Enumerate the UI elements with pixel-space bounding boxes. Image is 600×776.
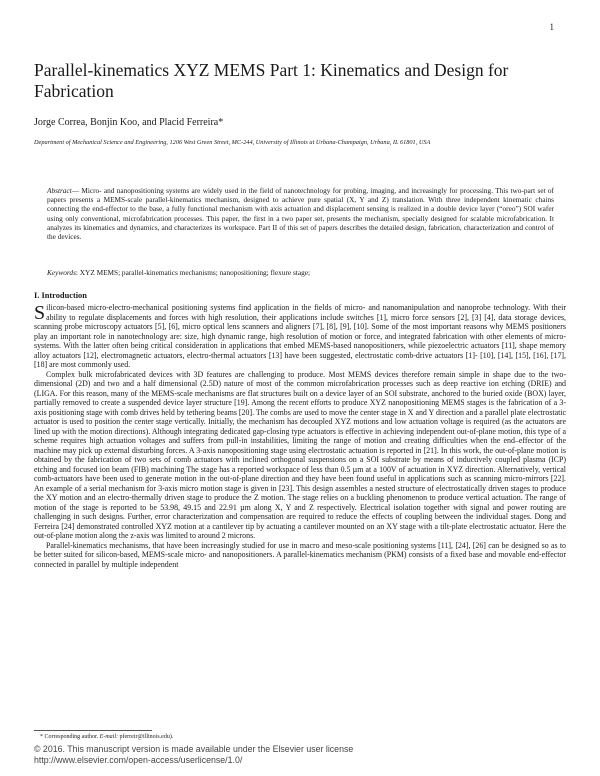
- abstract: [47, 186, 554, 241]
- paragraph-3: Parallel-kinematics mechanisms, that have been increasingly studied for use in macro and meso-scale positioning systems [11], [24], [26] can be designed so as to be better suited for silicon-based, MEMS-scale micro- and nanopositioners. A parallel-kinematics mechanism (PKM) consists of a fixed base and movable end-effector connected in parallel by multiple independent: [34, 540, 566, 569]
- author-list: Jorge Correa, Bonjin Koo, and Placid Ferreira*: [34, 117, 224, 128]
- introduction-body: [34, 303, 566, 569]
- keywords: [47, 268, 554, 277]
- footnote-email: pferreir@illinois.edu).: [118, 734, 174, 740]
- section-heading-introduction: I. Introduction: [34, 291, 87, 300]
- affiliation: Department of Mechanical Science and Engineering, 1206 West Green Street, MC-244, University of Illinois at Urbana-Champaign, Urbana, IL 61801, USA: [34, 139, 431, 146]
- paragraph-2: Complex bulk microfabricated devices with 3D features are challenging to produce. Most MEMS devices therefore remain simple in shape due to the two-dimensional (2D) and two and a half dimensional (2.5D) nature of most of the common microfabrication processes such as deep reactive ion etching (DRIE) and (LIGA. For this reason, many of the MEMS-scale mechanisms are flat structures built on a device layer of an SOI substrate, anchored to the buried oxide (BOX) layer, partially removed to create a suspended device layer structure [19]. Among the recent efforts to produce XYZ nanopositioning MEMS stages is the fabrication of a 3-axis positioning stage with comb drives held by tethering beams [20]. The combs are used to move the center stage in X and Y direction and a parallel plate electrostatic actuator is used to position the center stage vertically. Initially, the mechanism has decoupled XYZ motions and low actuation voltage is required (as the actuators are lined up with the motion directions). Although integrating dedicated gap-closing type actuators is effective in achieving independent out-of-plane motion, this type of a scheme requires high actuation voltages and suffers from pull-in instabilities, limiting the range of motion and creating difficulties when the end–effector of the machine may pick up external disturbing forces. A 3-axis nanopositioning stage using electrostatic actuation is reported in [21]. In this work, the out-of-plane motion is obtained by the fabrication of two sets of comb actuators with inclined orthogonal suspensions on a SOI substrate by means of inductively coupled plasma (ICP) etching and focused ion beam (FIB) machining The stage has a reported workspace of less than 0.5 µm at a 100V of actuation in XYZ direction. Alternatively, vertical comb-actuators have been used to generate motion in the out-of-plane direction and they have been found useful in applications such as scanning micro-mirrors [22]. An example of a serial mechanism for 3-axis micro motion stage is given in [23]. This design assembles a nested structure of electrostatically driven stages to produce the XY motion and an electro-thermally driven stage to produce the Z motion. The stage relies on a buckling phenomenon to produce vertical actuation. The range of motion of the stage is reported to be 53.98, 49.15 and 22.91 µm along X, Y and Z respectively. Electrical isolation together with signal and power routing are challenging in such designs. Further, error characterization and compensation are required to reduce the effects of coupling between the individual stages. Dong and Ferreira [24] demonstrated controlled XYZ motion at a cantilever tip by actuating a cantilever mounted on an XY stage with a tilt-plate electrostatic actuator. Here the out-of-plane motion along the z-axis was limited to around 2 microns.: [34, 369, 566, 540]
- footnote: [40, 734, 173, 740]
- paragraph-1-text: ilicon-based micro-electro-mechanical positioning systems find application in the fields of micro- and nanomanipulation and nanoprobe technology. With their ability to regulate displacements and forces with high resolution, their applications include switches [1], micro force sensors [2], [3] [4], data storage devices, scanning probe microscopy actuators [5], [6], micro optical lens scanners and aligners [7], [8], [9], [10]. Some of the most important reasons why MEMS positioners play an important role in nanotechnology are: size, high dynamic range, high resolution of motion or force, and integrated fabrication with other elements of micro-systems. With the latter often being critical consideration in applications that embed MEMS-based nanopositioners, while piezoelectric actuators [11], shape memory alloy actuators [12], electromagnetic actuators, electro-thermal actuators [13] have been suggested, electrostatic comb-drive actuators [1]- [10], [14], [15], [16], [17], [18] are most commonly used.: [34, 303, 566, 369]
- footnote-prefix: * Corresponding author.: [40, 734, 100, 740]
- abstract-label: Abstract: [47, 186, 72, 195]
- license-notice: [34, 744, 353, 766]
- drop-cap: S: [34, 302, 46, 324]
- paper-title: Parallel-kinematics XYZ MEMS Part 1: Kinematics and Design for Fabrication: [34, 60, 509, 101]
- paragraph-1: [34, 303, 566, 370]
- abstract-text: — Micro- and nanopositioning systems are widely used in the field of nanotechnology for probing, imaging, and increasingly for processing. This two-part set of papers presents a MEMS-scale parallel-kinematics mechanism, designed to achieve pure spatial (X, Y and Z) translation. With three independent kinematic chains connecting the end-effector to the base, a fully functional mechanism with axis actuation and displacement sensing is realized in a double device layer (“oreo”) SOI wafer using only conventional, microfabrication processes. This paper, the first in a two paper set, presents the mechanism, specially designed for scalable microfabrication. It analyzes its kinematics and dynamics, and characterizes its workspace. Part II of this set of papers describes the detailed design, fabrication, characterization and control of the devices.: [47, 186, 554, 242]
- license-link[interactable]: http://www.elsevier.com/open-access/userlicense/1.0/: [34, 755, 243, 765]
- footnote-email-label: E-mail:: [99, 734, 118, 740]
- license-line-1: © 2016. This manuscript version is made available under the Elsevier user license: [34, 744, 354, 754]
- keywords-text: : XYZ MEMS; parallel-kinematics mechanisms; nanopositioning; flexure stage;: [75, 268, 310, 277]
- page-number: 1: [549, 22, 554, 32]
- keywords-label: Keywords: [47, 268, 76, 277]
- footnote-divider: [34, 730, 152, 731]
